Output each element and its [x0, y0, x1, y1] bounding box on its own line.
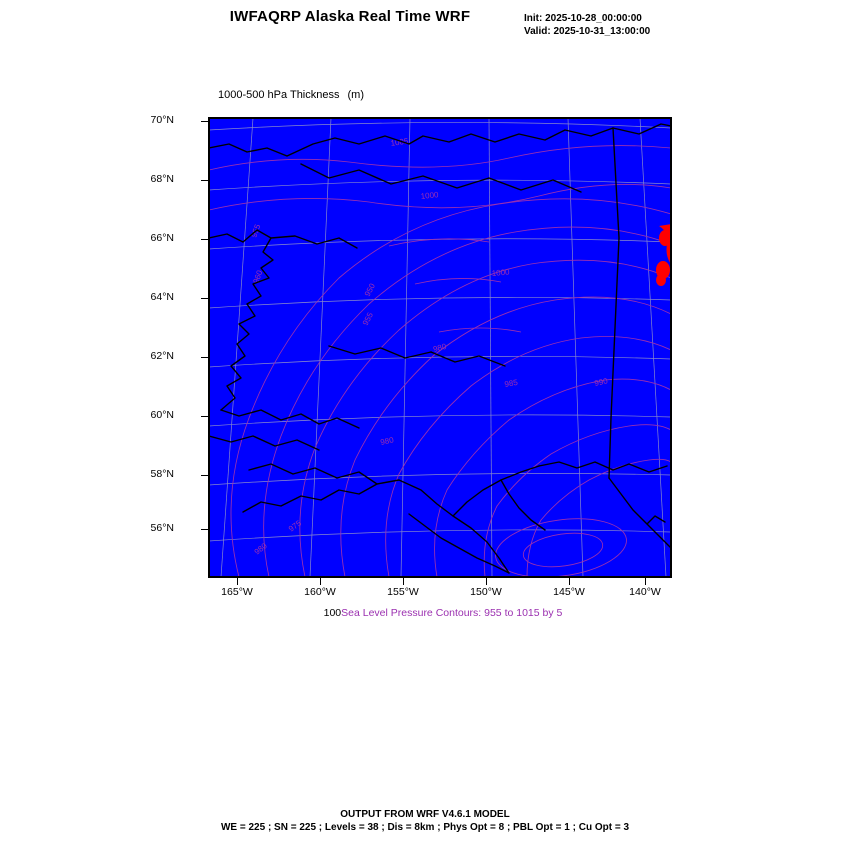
svg-text:950: 950: [362, 281, 378, 298]
field-label-0: [218, 89, 364, 103]
y-tick-label-4: 62°N: [150, 350, 174, 362]
svg-text:1000: 1000: [420, 190, 439, 201]
y-tick-label-0: 70°N: [150, 114, 174, 126]
y-tick-label-3: 64°N: [150, 291, 174, 303]
x-tick-label-3: 150°W: [470, 586, 502, 598]
y-tick-mark-5: [201, 416, 208, 417]
field-label-0-name: 1000-500 hPa Thickness: [218, 89, 340, 101]
svg-text:975: 975: [286, 518, 304, 534]
x-tick-mark-2: [403, 578, 404, 585]
x-tick-mark-1: [320, 578, 321, 585]
svg-text:955: 955: [249, 223, 263, 239]
caption-value: 100: [323, 607, 342, 619]
y-tick-label-6: 58°N: [150, 468, 174, 480]
page-title: IWFAQRP Alaska Real Time WRF: [229, 8, 471, 25]
init-time: Init: 2025-10-28_00:00:00: [524, 13, 642, 24]
x-tick-label-1: 160°W: [304, 586, 336, 598]
x-tick-label-5: 140°W: [629, 586, 661, 598]
svg-text:960: 960: [251, 269, 265, 285]
map-svg: [209, 118, 671, 577]
model-footer: [0, 808, 850, 834]
x-tick-mark-0: [237, 578, 238, 585]
y-tick-label-7: 56°N: [150, 522, 174, 534]
x-tick-mark-5: [645, 578, 646, 585]
y-tick-mark-7: [201, 529, 208, 530]
y-tick-mark-0: [201, 121, 208, 122]
caption-slp-range: Sea Level Pressure Contours: 955 to 1015 by 5: [341, 607, 563, 619]
map-caption: [208, 607, 678, 619]
y-tick-mark-2: [201, 239, 208, 240]
x-tick-label-2: 155°W: [387, 586, 419, 598]
y-tick-label-5: 60°N: [150, 409, 174, 421]
y-tick-mark-3: [201, 298, 208, 299]
y-tick-label-1: 68°N: [150, 173, 174, 185]
y-tick-mark-6: [201, 475, 208, 476]
svg-text:1000: 1000: [491, 267, 510, 278]
footer-line-2: WE = 225 ; SN = 225 ; Levels = 38 ; Dis = 8km ; Phys Opt = 8 ; PBL Opt = 1 ; Cu Opt = 3: [220, 822, 630, 833]
svg-text:955: 955: [360, 310, 376, 327]
x-tick-mark-4: [569, 578, 570, 585]
field-label-0-units: (m): [347, 89, 364, 101]
map-plot-area[interactable]: [208, 117, 672, 578]
valid-time: Valid: 2025-10-31_13:00:00: [524, 26, 651, 37]
y-tick-label-2: 66°N: [150, 232, 174, 244]
svg-text:980: 980: [432, 341, 448, 354]
svg-text:980: 980: [252, 541, 269, 557]
svg-text:985: 985: [503, 377, 519, 389]
svg-text:980: 980: [379, 435, 395, 447]
x-tick-label-0: 165°W: [221, 586, 253, 598]
x-tick-mark-3: [486, 578, 487, 585]
footer-line-1: OUTPUT FROM WRF V4.6.1 MODEL: [340, 809, 510, 820]
svg-text:1005: 1005: [390, 136, 409, 148]
x-tick-label-4: 145°W: [553, 586, 585, 598]
y-tick-mark-1: [201, 180, 208, 181]
run-time-block: [524, 12, 650, 38]
y-tick-mark-4: [201, 357, 208, 358]
svg-text:990: 990: [593, 376, 609, 388]
